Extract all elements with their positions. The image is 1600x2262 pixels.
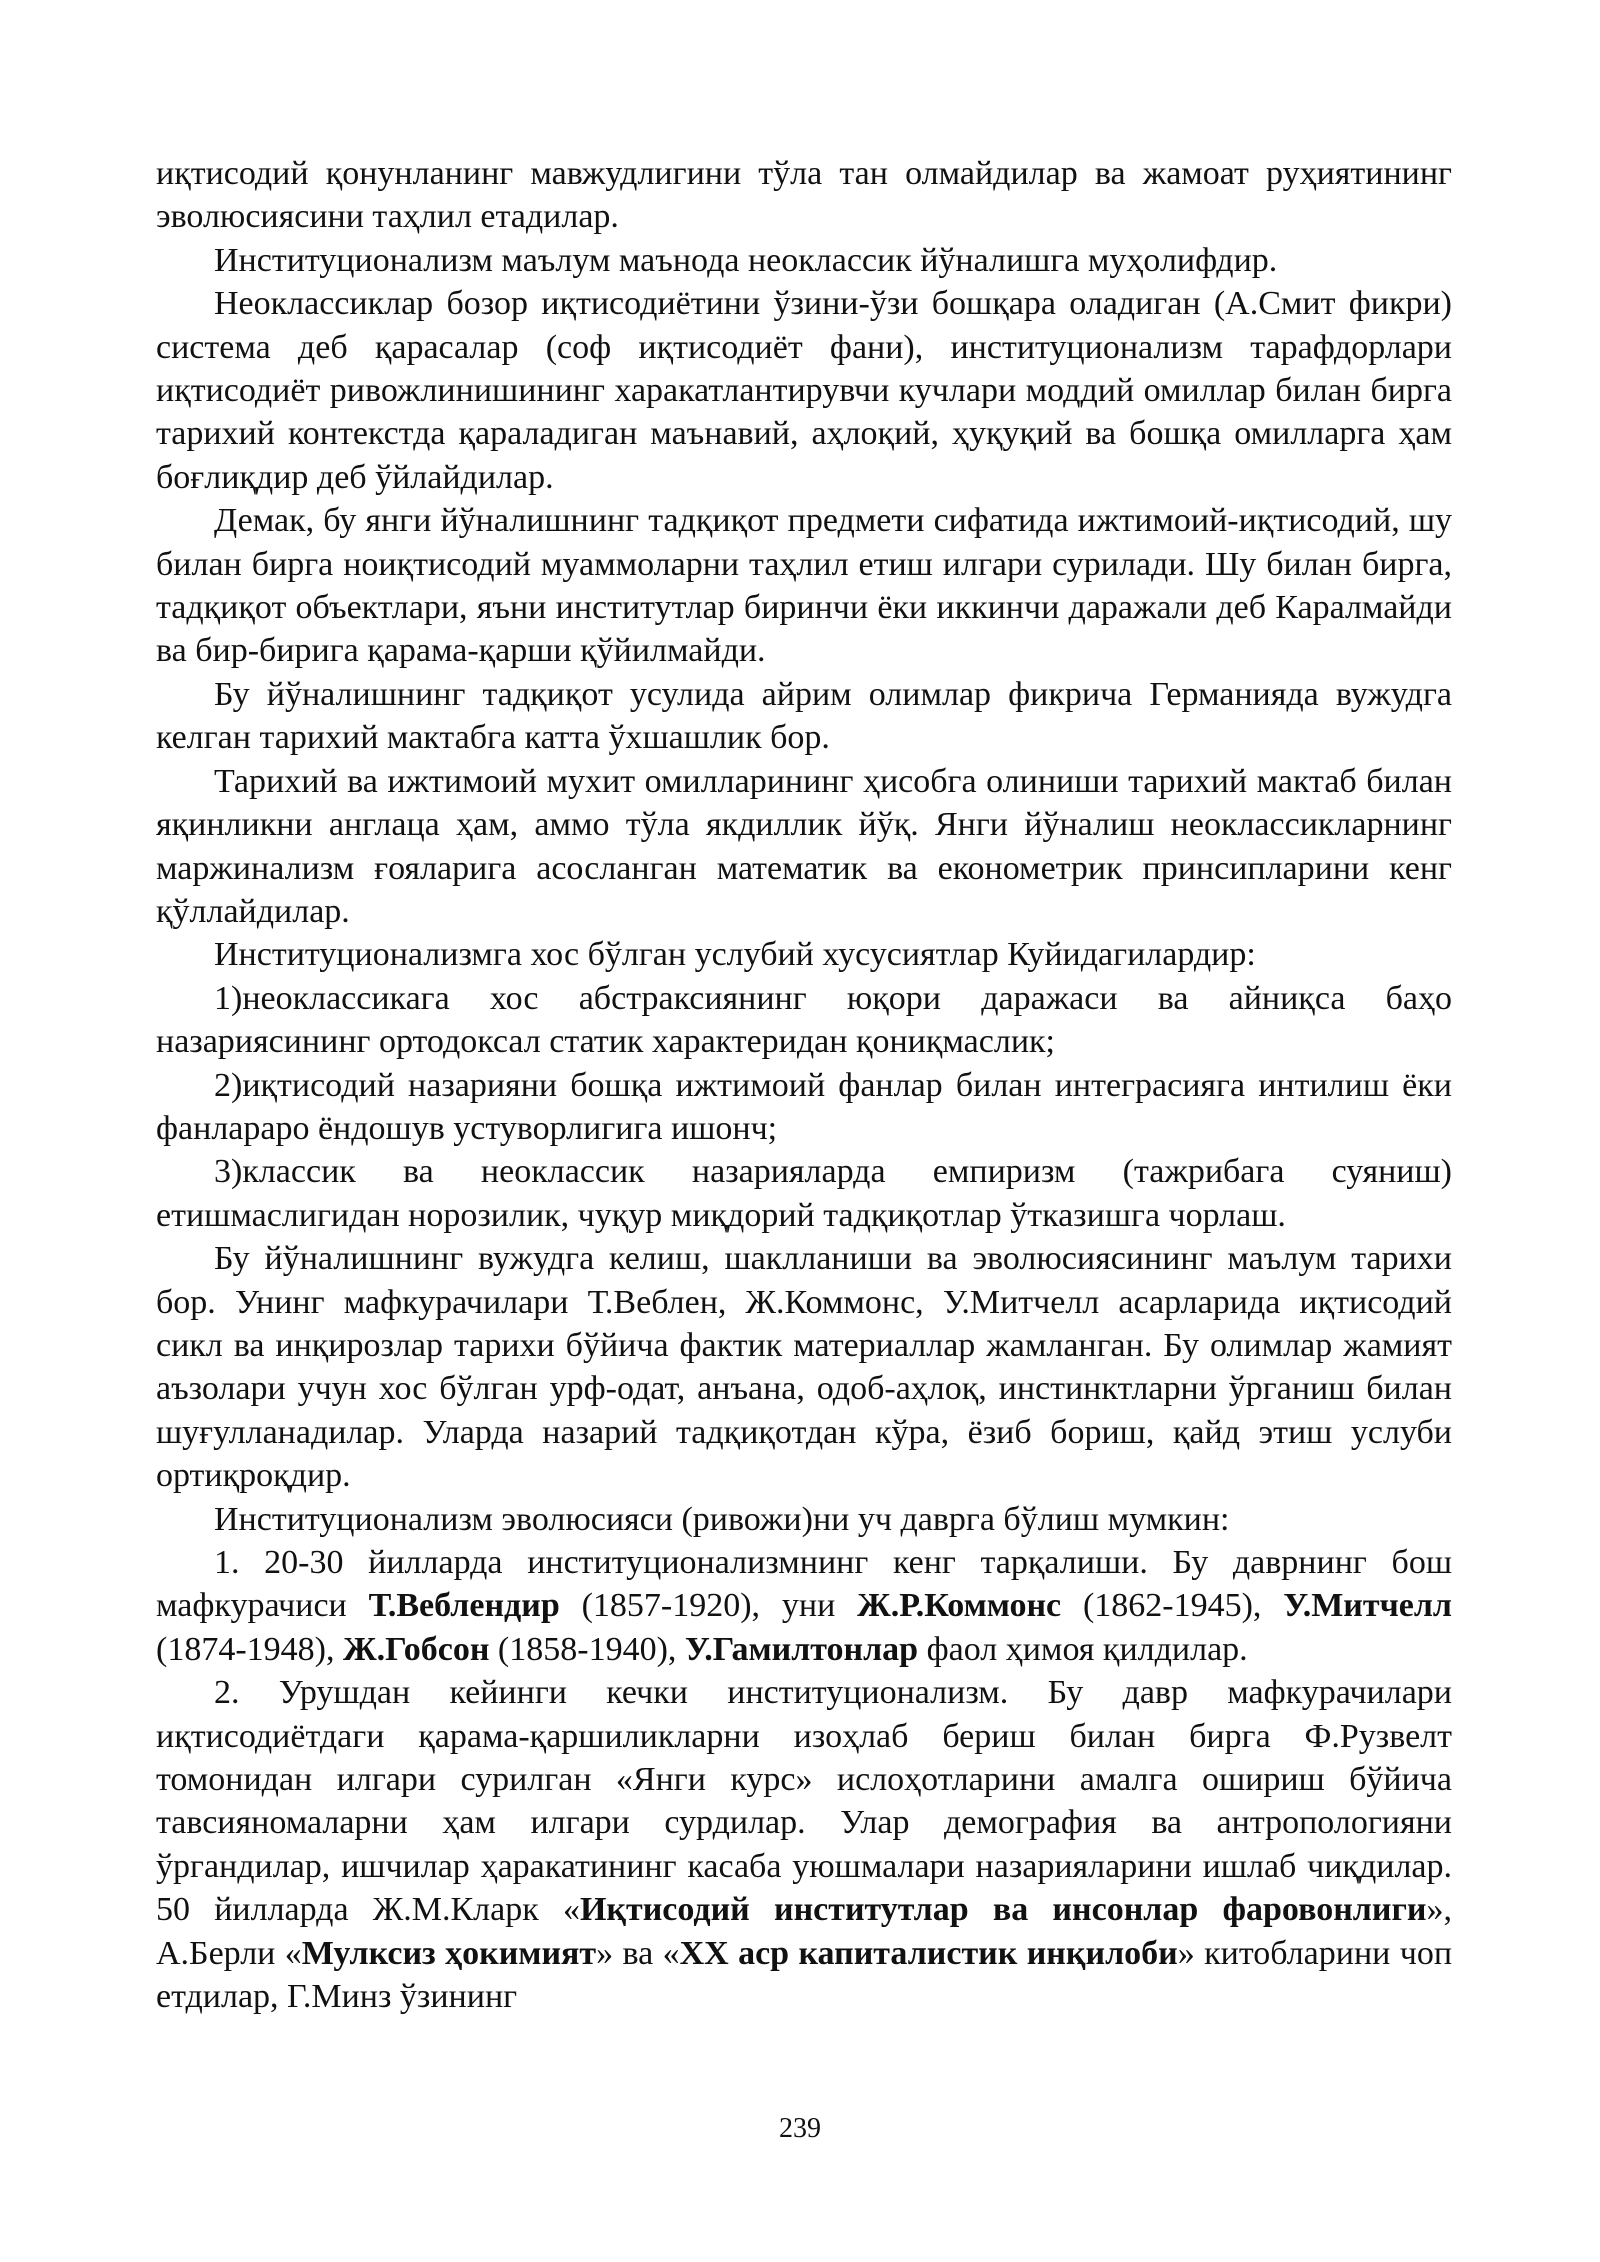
bold-book-title: Мулксиз ҳокимият bbox=[301, 1934, 597, 1972]
period-one-paragraph bbox=[156, 1541, 1452, 1671]
period-two-paragraph bbox=[156, 1671, 1452, 2018]
list-item: 2)иқтисодий назарияни бошқа ижтимоий фанлар билан интеграсияга интилиш ёки фанлараро ёндошув устуворлигига ишонч; bbox=[156, 1066, 1452, 1147]
bold-name: У.Гамилтонлар bbox=[684, 1630, 919, 1668]
bold-name: Т.Веблендир bbox=[368, 1587, 560, 1625]
bold-name: Ж.Гобсон bbox=[342, 1630, 490, 1668]
bold-book-title: XX аср капиталистик инқилоби bbox=[679, 1934, 1178, 1972]
text-run: 1. 20-30 йилларда институционализмнинг кенг тарқалиши. Бу даврнинг бош мафкурачиси bbox=[156, 1544, 1452, 1625]
bold-name: Ж.Р.Коммонс bbox=[857, 1587, 1062, 1625]
text-run: (1857-1920), уни bbox=[559, 1587, 858, 1625]
text-run: 2. Урушдан кейинги кечки институционализм. Бу давр мафкурачилари иқтисодиётдаги қарама-қаршиликларни изоҳлаб бериш билан бирга Ф.Рузвелт томонидан илгари сурилган «Янги курс» ислоҳотларини амалга ошириш бўйича тавсияномаларни ҳам илгари сурдилар. Улар демография ва антропологияни ўргандилар, ишчилар ҳаракатининг касаба уюшмалари назарияларини ишлаб чиқдилар. 50 йилларда Ж.М.Кларк « bbox=[156, 1674, 1452, 1929]
paragraph: Неоклассиклар бозор иқтисодиётини ўзини-ўзи бошқара оладиган (А.Смит фикри) система деб қарасалар (соф иқтисодиёт фани), институционализм тарафдорлари иқтисодиёт ривожлинишининг харакатлантирувчи кучлари моддий омиллар билан бирга тарихий контекстда қараладиган маънавий, аҳлоқий, ҳуқуқий ва бошқа омилларга ҳам боғлиқдир деб ўйлайдилар. bbox=[156, 285, 1452, 496]
paragraph: Тарихий ва ижтимоий мухит омилларининг ҳисобга олиниши тарихий мактаб билан яқинликни англаца ҳам, аммо тўла якдиллик йўқ. Янги йўналиш неоклассикларнинг маржинализм ғояларига асосланган математик ва економетрик принсипларини кенг қўллайдилар. bbox=[156, 762, 1452, 930]
paragraph: Бу йўналишнинг вужудга келиш, шаклланиши ва эволюсиясининг маълум тарихи бор. Унинг мафкурачилари Т.Веблен, Ж.Коммонс, У.Митчелл асарларида иқтисодий сикл ва инқирозлар тарихи бўйича фактик материаллар жамланган. Бу олимлар жамият аъзолари учун хос бўлган урф-одат, анъана, одоб-аҳлоқ, инстинктларни ўрганиш билан шуғулланадилар. Уларда назарий тадқиқотдан кўра, ёзиб бориш, қайд этиш услуби ортиқроқдир. bbox=[156, 1240, 1452, 1495]
paragraph: Институционализм маълум маънода неоклассик йўналишга муҳолифдир. bbox=[214, 241, 1278, 279]
paragraph: Демак, бу янги йўналишнинг тадқиқот предмети сифатида ижтимоий-иқтисодий, шу билан бирга ноиқтисодий муаммоларни таҳлил етиш илгари сурилади. Шу билан бирга, тадқиқот объектлари, яъни институтлар биринчи ёки иккинчи даражали деб Каралмайди ва бир-бирига қарама-қарши қўйилмайди. bbox=[156, 502, 1452, 670]
text-run: (1858-1940), bbox=[489, 1630, 685, 1668]
text-run: (1862-1945), bbox=[1061, 1587, 1284, 1625]
text-run: » китобларини чоп етдилар, Г.Минз ўзининг bbox=[156, 1934, 1453, 2016]
text-run: » ва « bbox=[596, 1934, 680, 1972]
document-page bbox=[156, 152, 1452, 2018]
text-run: (1874-1948), bbox=[156, 1630, 343, 1668]
paragraph: Бу йўналишнинг тадқиқот усулида айрим олимлар фикрича Германияда вужудга келган тарихий мактабга катта ўхшашлик бор. bbox=[156, 675, 1452, 757]
text-run: », А.Берли « bbox=[156, 1891, 1452, 1972]
paragraph-continuation: иқтисодий қонунланинг мавжудлигини тўла тан олмайдилар ва жамоат руҳиятининг эволюсиясини таҳлил етадилар. bbox=[156, 155, 1452, 236]
page-number: 239 bbox=[779, 2113, 821, 2144]
paragraph: Институционализмга хос бўлган услубий хусусиятлар Куйидагилардир: bbox=[214, 936, 1256, 974]
list-item: 3)классик ва неоклассик назарияларда емпиризм (тажрибага суяниш) етишмаслигидан норозилик, чуқур миқдорий тадқиқотлар ўтказишга чорлаш. bbox=[156, 1153, 1452, 1234]
text-run: фаол ҳимоя қилдилар. bbox=[918, 1630, 1248, 1668]
paragraph: Институционализм эволюсияси (ривожи)ни уч даврга бўлиш мумкин: bbox=[214, 1500, 1230, 1538]
bold-name: У.Митчелл bbox=[1283, 1587, 1452, 1625]
bold-book-title: Иқтисодий институтлар ва инсонлар фаровонлиги bbox=[579, 1891, 1427, 1929]
list-item: 1)неоклассикага хос абстраксиянинг юқори даражаси ва айниқса баҳо назариясининг ортодоксал статик характеридан қониқмаслик; bbox=[156, 979, 1452, 1061]
